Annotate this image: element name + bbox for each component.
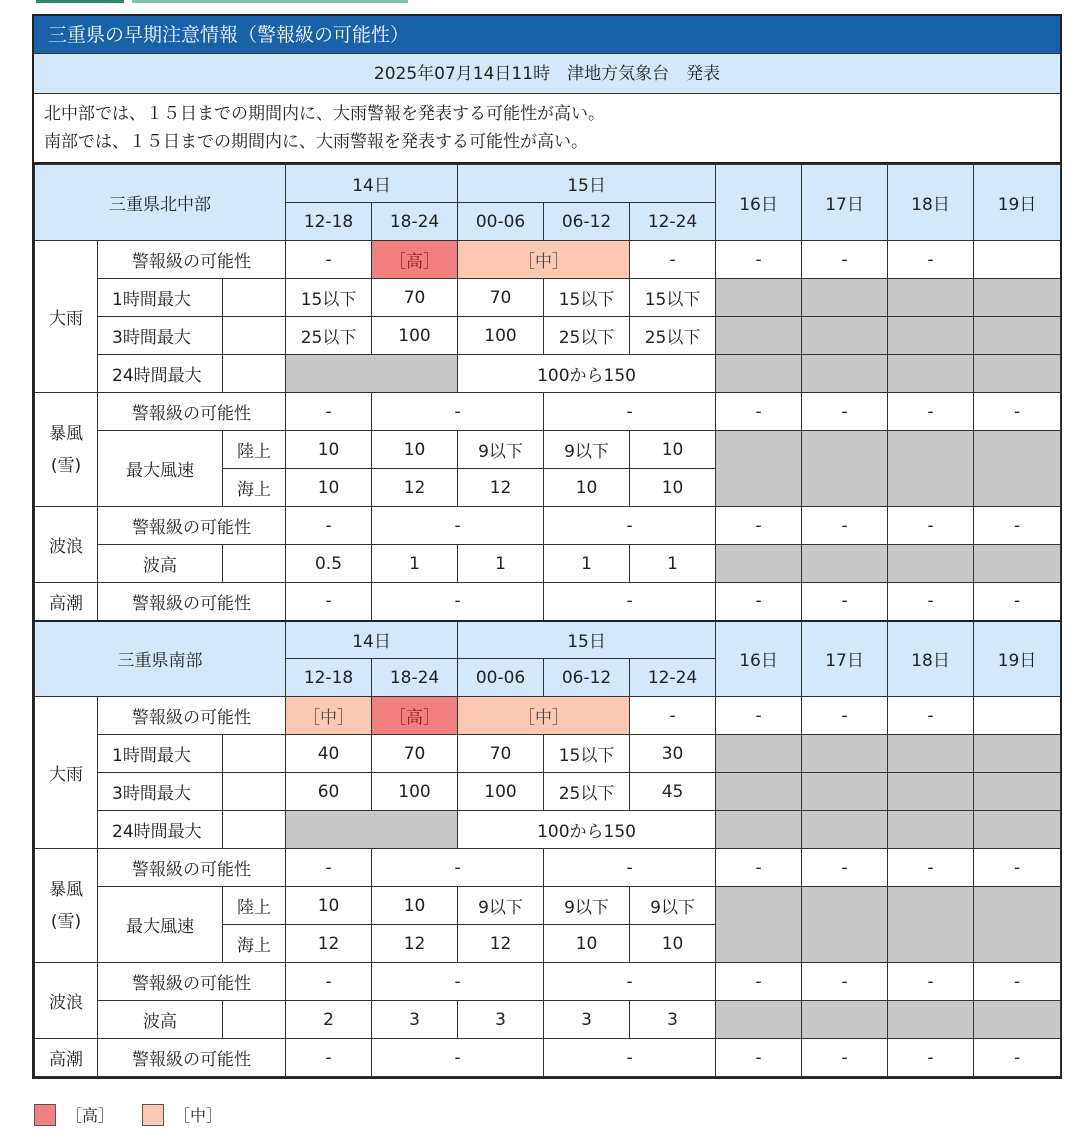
category-waves: 波浪: [35, 507, 98, 583]
possibility-cell: -: [286, 1039, 372, 1077]
row-label: 警報級の可能性: [98, 241, 286, 279]
possibility-cell: -: [888, 241, 974, 279]
category-heavy-rain: 大雨: [35, 697, 98, 849]
legend-item-medium: [142, 1103, 222, 1126]
day-header: 18日: [888, 165, 974, 241]
value-cell: 2: [286, 1001, 372, 1039]
value-cell: 10: [286, 469, 372, 507]
possibility-cell: -: [286, 393, 372, 431]
row-label: 24時間最大: [98, 811, 223, 849]
possibility-cell: -: [888, 393, 974, 431]
possibility-cell: -: [974, 849, 1061, 887]
time-header: 12-18: [286, 203, 372, 241]
possibility-cell: -: [544, 583, 716, 621]
legend-item-high: [34, 1103, 114, 1126]
blank-cell: [223, 355, 286, 393]
value-cell: 1: [630, 545, 716, 583]
possibility-cell: -: [888, 849, 974, 887]
row-label: 警報級の可能性: [98, 393, 286, 431]
possibility-cell: -: [286, 583, 372, 621]
blank-cell: [223, 773, 286, 811]
no-data-cell: [974, 431, 1061, 507]
possibility-cell: -: [630, 241, 716, 279]
row-label: 3時間最大: [98, 317, 223, 355]
possibility-cell: -: [286, 963, 372, 1001]
header-row: [35, 165, 1061, 203]
time-header: 18-24: [372, 203, 458, 241]
possibility-cell: -: [716, 241, 802, 279]
day-header: 17日: [802, 621, 888, 697]
possibility-cell: -: [716, 963, 802, 1001]
wave-height-row: [35, 545, 1061, 583]
possibility-cell: -: [372, 583, 544, 621]
value-cell: 100から150: [458, 355, 716, 393]
no-data-cell: [974, 735, 1061, 773]
legend-label-medium: ［中］: [174, 1106, 223, 1125]
no-data-cell: [802, 811, 888, 849]
possibility-cell: -: [802, 849, 888, 887]
value-cell: 25以下: [630, 317, 716, 355]
early-warning-panel: [32, 14, 1062, 1079]
wind-land-row: [35, 431, 1061, 469]
value-cell: 9以下: [544, 887, 630, 925]
possibility-cell: -: [974, 393, 1061, 431]
no-data-cell: [802, 735, 888, 773]
no-data-cell: [888, 431, 974, 507]
value-cell: 10: [286, 887, 372, 925]
row-label: 3時間最大: [98, 773, 223, 811]
value-cell: 15以下: [544, 735, 630, 773]
day-header: 17日: [802, 165, 888, 241]
possibility-cell: -: [286, 241, 372, 279]
rain-possibility-row: [35, 241, 1061, 279]
region-name: 三重県北中部: [35, 165, 286, 241]
wave-height-row: [35, 1001, 1061, 1039]
forecast-table: [34, 164, 1061, 1077]
wind-land-row: [35, 887, 1061, 925]
possibility-cell: -: [802, 963, 888, 1001]
day-header: 15日: [458, 165, 716, 203]
possibility-cell: -: [888, 697, 974, 735]
value-cell: 60: [286, 773, 372, 811]
category-waves: 波浪: [35, 963, 98, 1039]
legend-swatch-high: [34, 1104, 56, 1126]
possibility-cell: -: [372, 507, 544, 545]
blank-cell: [223, 317, 286, 355]
possibility-cell: -: [544, 393, 716, 431]
row-label: 警報級の可能性: [98, 697, 286, 735]
row-label: 警報級の可能性: [98, 849, 286, 887]
waves-possibility-row: [35, 507, 1061, 545]
value-cell: 12: [458, 925, 544, 963]
day-header: 16日: [716, 165, 802, 241]
rain-1h-row: [35, 735, 1061, 773]
value-cell: 9以下: [458, 431, 544, 469]
storm-possibility-row: [35, 393, 1061, 431]
no-data-cell: [716, 545, 802, 583]
time-header: 00-06: [458, 203, 544, 241]
value-cell: 0.5: [286, 545, 372, 583]
possibility-cell-medium: ［中］: [458, 697, 630, 735]
category-label: (雪): [50, 911, 82, 932]
no-data-cell: [716, 811, 802, 849]
value-cell: 10: [286, 431, 372, 469]
possibility-cell: -: [888, 963, 974, 1001]
row-label: 波高: [98, 1001, 223, 1039]
possibility-cell: -: [716, 697, 802, 735]
day-header: 15日: [458, 621, 716, 659]
summary-text: [34, 94, 1060, 164]
rain-possibility-row: [35, 697, 1061, 735]
legend-swatch-medium: [142, 1104, 164, 1126]
possibility-cell: -: [544, 1039, 716, 1077]
no-data-cell: [716, 773, 802, 811]
value-cell: 10: [372, 431, 458, 469]
value-cell: 70: [458, 279, 544, 317]
surge-possibility-row: [35, 1039, 1061, 1077]
category-storm-surge: 高潮: [35, 1039, 98, 1077]
no-data-cell: [802, 317, 888, 355]
no-data-cell: [974, 811, 1061, 849]
blank-cell: [223, 545, 286, 583]
possibility-cell: -: [802, 241, 888, 279]
rain-1h-row: [35, 279, 1061, 317]
possibility-cell: -: [802, 507, 888, 545]
value-cell: 70: [372, 735, 458, 773]
value-cell: 1: [458, 545, 544, 583]
day-header: 14日: [286, 165, 458, 203]
day-header: 18日: [888, 621, 974, 697]
row-label: 1時間最大: [98, 735, 223, 773]
rain-24h-row: [35, 355, 1061, 393]
no-data-cell: [974, 317, 1061, 355]
no-data-cell: [974, 773, 1061, 811]
no-data-cell: [716, 431, 802, 507]
possibility-cell: -: [802, 697, 888, 735]
time-header: 06-12: [544, 203, 630, 241]
value-cell: 1: [372, 545, 458, 583]
possibility-cell: -: [974, 1039, 1061, 1077]
value-cell: 70: [372, 279, 458, 317]
value-cell: 3: [544, 1001, 630, 1039]
value-cell: 10: [544, 925, 630, 963]
sub-label: 陸上: [223, 431, 286, 469]
value-cell: 10: [544, 469, 630, 507]
sub-label: 海上: [223, 469, 286, 507]
row-label: 警報級の可能性: [98, 1039, 286, 1077]
row-label: 1時間最大: [98, 279, 223, 317]
panel-title: 三重県の早期注意情報（警報級の可能性）: [34, 16, 1060, 54]
sub-label: 陸上: [223, 887, 286, 925]
possibility-cell: -: [802, 583, 888, 621]
time-header: 18-24: [372, 659, 458, 697]
value-cell: 3: [630, 1001, 716, 1039]
possibility-cell: -: [372, 963, 544, 1001]
day-header: 14日: [286, 621, 458, 659]
value-cell: 10: [630, 431, 716, 469]
value-cell: 9以下: [544, 431, 630, 469]
row-label: 警報級の可能性: [98, 507, 286, 545]
no-data-cell: [888, 811, 974, 849]
legend-label-high: ［高］: [66, 1106, 115, 1125]
tab-indicator: [132, 0, 408, 3]
no-data-cell: [802, 1001, 888, 1039]
rain-3h-row: [35, 317, 1061, 355]
time-header: 12-24: [630, 659, 716, 697]
value-cell: 25以下: [286, 317, 372, 355]
summary-line: 北中部では、１５日までの期間内に、大雨警報を発表する可能性が高い。: [44, 104, 605, 124]
value-cell: 9以下: [630, 887, 716, 925]
tab-indicator: [36, 0, 124, 3]
issue-info: 2025年07月14日11時 津地方気象台 発表: [34, 54, 1060, 94]
time-header: 00-06: [458, 659, 544, 697]
possibility-cell: -: [802, 1039, 888, 1077]
no-data-cell: [802, 887, 888, 963]
no-data-cell: [286, 355, 458, 393]
value-cell: 25以下: [544, 773, 630, 811]
category-label: (雪): [50, 455, 82, 476]
value-cell: 10: [630, 469, 716, 507]
row-label: 波高: [98, 545, 223, 583]
storm-possibility-row: [35, 849, 1061, 887]
no-data-cell: [802, 773, 888, 811]
surge-possibility-row: [35, 583, 1061, 621]
value-cell: 100: [458, 773, 544, 811]
possibility-cell: -: [888, 507, 974, 545]
no-data-cell: [888, 1001, 974, 1039]
no-data-cell: [802, 545, 888, 583]
no-data-cell: [888, 545, 974, 583]
possibility-cell: -: [286, 507, 372, 545]
value-cell: 12: [372, 925, 458, 963]
row-label: 24時間最大: [98, 355, 223, 393]
value-cell: 25以下: [544, 317, 630, 355]
no-data-cell: [888, 317, 974, 355]
rain-3h-row: [35, 773, 1061, 811]
possibility-cell: -: [974, 583, 1061, 621]
no-data-cell: [974, 887, 1061, 963]
no-data-cell: [888, 735, 974, 773]
no-data-cell: [286, 811, 458, 849]
value-cell: 100: [458, 317, 544, 355]
time-header: 12-18: [286, 659, 372, 697]
day-header: 19日: [974, 621, 1061, 697]
value-cell: 70: [458, 735, 544, 773]
value-cell: 12: [372, 469, 458, 507]
time-header: 06-12: [544, 659, 630, 697]
possibility-cell: -: [716, 393, 802, 431]
possibility-cell-medium: ［中］: [286, 697, 372, 735]
value-cell: 12: [458, 469, 544, 507]
possibility-cell: -: [544, 963, 716, 1001]
possibility-cell: -: [372, 393, 544, 431]
possibility-cell: -: [372, 849, 544, 887]
sub-label: 海上: [223, 925, 286, 963]
day-header: 19日: [974, 165, 1061, 241]
value-cell: 10: [630, 925, 716, 963]
row-label: 警報級の可能性: [98, 963, 286, 1001]
blank-cell: [223, 1001, 286, 1039]
possibility-cell: -: [716, 1039, 802, 1077]
category-label: 暴風: [49, 879, 83, 900]
no-data-cell: [716, 317, 802, 355]
value-cell: 1: [544, 545, 630, 583]
value-cell: 45: [630, 773, 716, 811]
no-data-cell: [974, 279, 1061, 317]
time-header: 12-24: [630, 203, 716, 241]
possibility-cell-high: ［高］: [372, 241, 458, 279]
no-data-cell: [716, 355, 802, 393]
region-name: 三重県南部: [35, 621, 286, 697]
no-data-cell: [888, 887, 974, 963]
possibility-cell: -: [372, 1039, 544, 1077]
no-data-cell: [802, 431, 888, 507]
summary-line: 南部では、１５日までの期間内に、大雨警報を発表する可能性が高い。: [44, 132, 588, 152]
blank-cell: [223, 279, 286, 317]
row-label: 最大風速: [98, 431, 223, 507]
value-cell: 30: [630, 735, 716, 773]
value-cell: 15以下: [630, 279, 716, 317]
possibility-cell: -: [630, 697, 716, 735]
possibility-cell: -: [544, 849, 716, 887]
possibility-cell: -: [716, 583, 802, 621]
category-storm: [35, 849, 98, 963]
value-cell: 10: [372, 887, 458, 925]
possibility-cell: -: [544, 507, 716, 545]
no-data-cell: [974, 545, 1061, 583]
no-data-cell: [888, 355, 974, 393]
waves-possibility-row: [35, 963, 1061, 1001]
category-storm-surge: 高潮: [35, 583, 98, 621]
possibility-cell: -: [974, 963, 1061, 1001]
value-cell: 9以下: [458, 887, 544, 925]
row-label: 警報級の可能性: [98, 583, 286, 621]
value-cell: 100から150: [458, 811, 716, 849]
no-data-cell: [716, 735, 802, 773]
value-cell: 15以下: [544, 279, 630, 317]
rain-24h-row: [35, 811, 1061, 849]
no-data-cell: [974, 1001, 1061, 1039]
possibility-cell-medium: ［中］: [458, 241, 630, 279]
blank-cell: [223, 811, 286, 849]
no-data-cell: [802, 279, 888, 317]
possibility-cell-high: ［高］: [372, 697, 458, 735]
possibility-cell: -: [716, 507, 802, 545]
no-data-cell: [802, 355, 888, 393]
value-cell: 12: [286, 925, 372, 963]
no-data-cell: [888, 773, 974, 811]
value-cell: 100: [372, 317, 458, 355]
category-heavy-rain: 大雨: [35, 241, 98, 393]
value-cell: 15以下: [286, 279, 372, 317]
legend: [34, 1103, 250, 1126]
no-data-cell: [716, 1001, 802, 1039]
possibility-cell: -: [802, 393, 888, 431]
possibility-cell: -: [974, 507, 1061, 545]
value-cell: 3: [458, 1001, 544, 1039]
no-data-cell: [888, 279, 974, 317]
value-cell: 100: [372, 773, 458, 811]
possibility-cell: -: [286, 849, 372, 887]
no-data-cell: [974, 355, 1061, 393]
possibility-cell: -: [888, 1039, 974, 1077]
header-row: [35, 621, 1061, 659]
row-label: 最大風速: [98, 887, 223, 963]
no-data-cell: [716, 279, 802, 317]
value-cell: 40: [286, 735, 372, 773]
value-cell: 3: [372, 1001, 458, 1039]
category-label: 暴風: [49, 423, 83, 444]
no-data-cell: [716, 887, 802, 963]
blank-cell: [223, 735, 286, 773]
day-header: 16日: [716, 621, 802, 697]
possibility-cell: -: [716, 849, 802, 887]
possibility-cell: -: [888, 583, 974, 621]
category-storm: [35, 393, 98, 507]
